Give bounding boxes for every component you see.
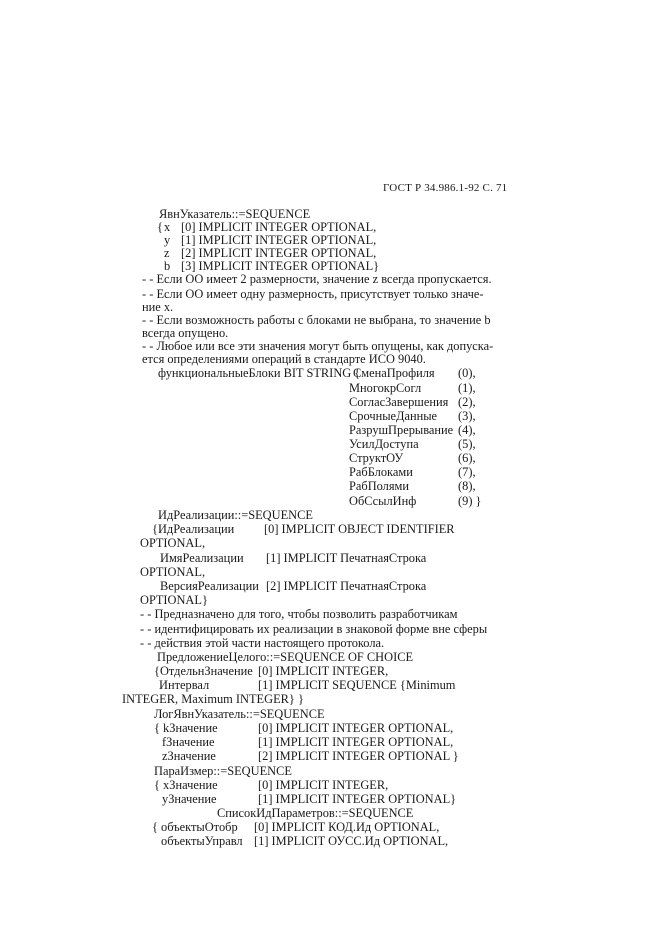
- spisok-row-spec: [0] IMPLICIT КОД.Ид OPTIONAL,: [254, 820, 440, 834]
- log-title: ЛогЯвнУказатель::=SEQUENCE: [154, 707, 325, 721]
- para-row-spec: [0] IMPLICIT INTEGER,: [258, 778, 389, 792]
- spisok-row-name: объектыУправл: [161, 834, 243, 848]
- funk-item-num: (4),: [458, 423, 476, 437]
- funk-item-name: СменаПрофиля: [353, 366, 435, 380]
- idreal-r1-name: {ИдРеализации: [152, 522, 235, 536]
- funk-item-name: РабПолями: [349, 479, 410, 493]
- note-line: - - Если ОО имеет 2 размерности, значение z всегда пропускается.: [142, 272, 492, 286]
- idreal-r2-spec: [1] IMPLICIT ПечатнаяСтрока: [266, 551, 427, 565]
- spisok-row-name: { объектыОтобр: [152, 820, 238, 834]
- idreal-r3-tail: OPTIONAL}: [140, 593, 208, 607]
- funk-item-num: (7),: [458, 465, 476, 479]
- yavn-z-spec: [2] IMPLICIT INTEGER OPTIONAL,: [181, 246, 377, 260]
- funk-item-num: (2),: [458, 395, 476, 409]
- para-row-name: { xЗначение: [154, 778, 218, 792]
- idreal-r2-tail: OPTIONAL,: [140, 565, 206, 579]
- funk-item-name: ОбСсылИнф: [349, 494, 417, 508]
- log-row-spec: [0] IMPLICIT INTEGER OPTIONAL,: [258, 721, 454, 735]
- funk-item-name: РазрушПрерывание: [349, 423, 454, 437]
- note-line: - - идентифицировать их реализации в знаковой форме вне сферы: [140, 622, 488, 636]
- yavn-title: ЯвнУказатель::=SEQUENCE: [159, 207, 311, 221]
- predl-r1-name: {ОтдельнЗначение: [154, 664, 253, 678]
- yavn-b-spec: [3] IMPLICIT INTEGER OPTIONAL}: [181, 259, 380, 273]
- yavn-brace: {: [157, 220, 163, 234]
- note-line: - - Предназначено для того, чтобы позволить разработчикам: [140, 607, 458, 621]
- para-row-name: yЗначение: [162, 792, 217, 806]
- funk-lead: функциональныеБлоки BIT STRING {: [158, 366, 361, 380]
- log-row-name: zЗначение: [162, 749, 216, 763]
- yavn-x-spec: [0] IMPLICIT INTEGER OPTIONAL,: [181, 220, 377, 234]
- yavn-y-spec: [1] IMPLICIT INTEGER OPTIONAL,: [181, 233, 377, 247]
- funk-item-name: УсилДоступа: [349, 437, 419, 451]
- funk-item-num: (6),: [458, 451, 476, 465]
- yavn-b-name: b: [164, 259, 171, 273]
- funk-item-num: (3),: [458, 409, 476, 423]
- note-line: - - Если ОО имеет одну размерность, присутствует только значе-: [142, 287, 484, 301]
- idreal-title: ИдРеализации::=SEQUENCE: [158, 508, 313, 522]
- funk-item-name: МногокрСогл: [349, 381, 422, 395]
- predl-r2-name: Интервал: [159, 678, 210, 692]
- funk-item-name: СрочныеДанные: [349, 409, 438, 423]
- log-row-spec: [1] IMPLICIT INTEGER OPTIONAL,: [258, 735, 454, 749]
- funk-item-num: (9) }: [458, 494, 482, 508]
- funk-item-num: (8),: [458, 479, 476, 493]
- funk-item-num: (1),: [458, 381, 476, 395]
- funk-item-name: СогласЗавершения: [349, 395, 449, 409]
- idreal-r2-name: ИмяРеализации: [160, 551, 244, 565]
- note-line: - - Любое или все эти значения могут быть опущены, как допуска-: [142, 339, 494, 353]
- spisok-row-spec: [1] IMPLICIT ОУСС.Ид OPTIONAL,: [254, 834, 449, 848]
- predl-title: ПредложениеЦелого::=SEQUENCE OF CHOICE: [157, 650, 414, 664]
- log-row-spec: [2] IMPLICIT INTEGER OPTIONAL }: [258, 749, 459, 763]
- funk-item-name: РабБлоками: [349, 465, 413, 479]
- yavn-z-name: z: [164, 246, 170, 260]
- running-head: ГОСТ Р 34.986.1-92 С. 71: [383, 182, 508, 194]
- idreal-r1-tail: OPTIONAL,: [140, 536, 206, 550]
- note-line: - - действия этой части настоящего протокола.: [140, 636, 385, 650]
- predl-r2-spec: [1] IMPLICIT SEQUENCE {Minimum: [258, 678, 456, 692]
- para-row-spec: [1] IMPLICIT INTEGER OPTIONAL}: [258, 792, 457, 806]
- note-line: ние x.: [142, 300, 174, 314]
- log-row-name: { kЗначение: [154, 721, 218, 735]
- note-line: ется определениями операций в стандарте ИСО 9040.: [142, 352, 426, 366]
- spisok-title: СписокИдПараметров::=SEQUENCE: [217, 806, 414, 820]
- yavn-y-name: y: [164, 233, 171, 247]
- note-line: - - Если возможность работы с блоками не выбрана, то значение b: [142, 313, 491, 327]
- note-line: всегда опущено.: [142, 326, 229, 340]
- funk-item-num: (0),: [458, 366, 476, 380]
- predl-r1-spec: [0] IMPLICIT INTEGER,: [258, 664, 389, 678]
- funk-item-num: (5),: [458, 437, 476, 451]
- log-row-name: fЗначение: [162, 735, 215, 749]
- yavn-x-name: x: [164, 220, 171, 234]
- idreal-r3-spec: [2] IMPLICIT ПечатнаяСтрока: [266, 579, 427, 593]
- para-title: ПараИзмер::=SEQUENCE: [154, 764, 292, 778]
- funk-item-name: СтруктОУ: [349, 451, 404, 465]
- idreal-r1-spec: [0] IMPLICIT OBJECT IDENTIFIER: [264, 522, 455, 536]
- idreal-r3-name: ВерсияРеализации: [160, 579, 259, 593]
- predl-r2-tail: INTEGER, Maximum INTEGER} }: [122, 692, 304, 706]
